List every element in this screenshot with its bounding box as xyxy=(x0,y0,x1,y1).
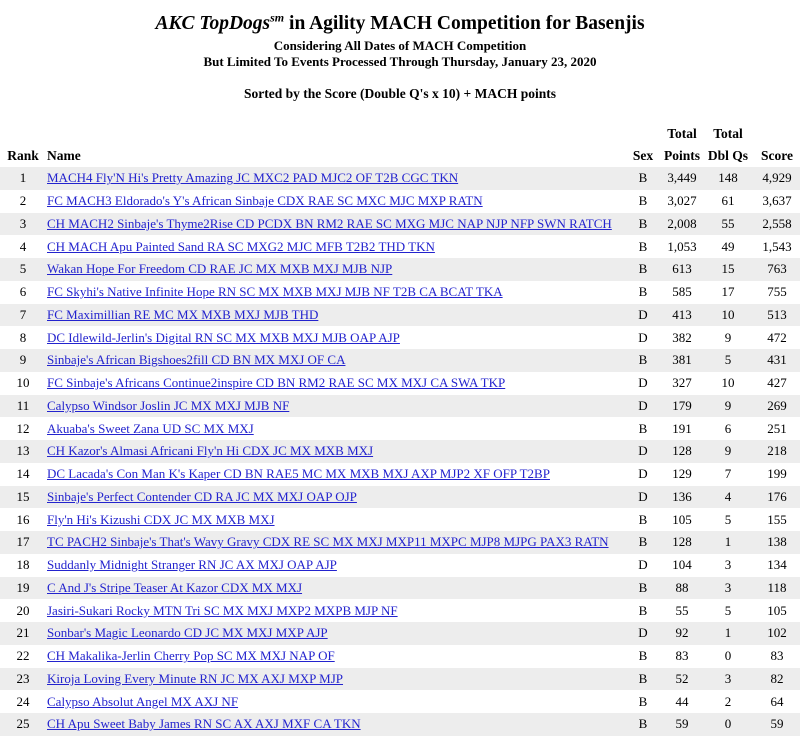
rank-cell: 22 xyxy=(16,648,30,664)
score-cell: 1,543 xyxy=(762,238,792,254)
rank-cell: 13 xyxy=(16,443,30,459)
dog-name-link[interactable]: Akuaba's Sweet Zana UD SC MX MXJ xyxy=(47,420,254,436)
score-cell: 3,637 xyxy=(762,193,792,209)
score-cell: 83 xyxy=(770,648,784,664)
table-row xyxy=(0,668,800,691)
name-cell xyxy=(46,372,624,395)
score-cell: 155 xyxy=(767,511,787,527)
table-row xyxy=(0,645,800,668)
total-dblqs-cell: 7 xyxy=(724,466,732,482)
sort-description: Sorted by the Score (Double Q's x 10) + MACH points xyxy=(244,86,556,101)
score-cell: 176 xyxy=(767,488,787,504)
rank-cell: 11 xyxy=(16,397,30,413)
total-points-cell: 44 xyxy=(675,693,689,709)
total-dblqs-cell: 10 xyxy=(721,306,735,322)
sex-cell: B xyxy=(638,238,648,254)
sex-cell: D xyxy=(638,625,648,641)
sex-cell: B xyxy=(638,284,648,300)
score-cell: 64 xyxy=(770,693,784,709)
table-row xyxy=(0,167,800,190)
rank-cell: 15 xyxy=(16,488,30,504)
name-cell xyxy=(46,668,624,691)
dog-name-link[interactable]: CH MACH Apu Painted Sand RA SC MXG2 MJC MFB T2B2 THD TKN xyxy=(47,238,435,254)
score-cell: 427 xyxy=(767,375,787,391)
col-header-points: Points xyxy=(663,148,700,163)
total-dblqs-cell: 5 xyxy=(724,511,732,527)
subtitle-line-1: Considering All Dates of MACH Competition xyxy=(273,38,527,53)
table-body xyxy=(0,167,800,736)
table-row xyxy=(0,213,800,236)
total-dblqs-cell: 9 xyxy=(724,329,732,345)
total-dblqs-cell: 9 xyxy=(724,397,732,413)
total-points-cell: 382 xyxy=(672,329,692,345)
total-dblqs-cell: 15 xyxy=(721,261,735,277)
score-cell: 138 xyxy=(767,534,787,550)
rank-cell: 19 xyxy=(16,579,30,595)
total-points-cell: 413 xyxy=(672,306,692,322)
col-header-rank: Rank xyxy=(7,148,39,163)
sex-cell: B xyxy=(638,534,648,550)
name-cell xyxy=(46,440,624,463)
sex-cell: B xyxy=(638,215,648,231)
rank-cell: 14 xyxy=(16,466,30,482)
name-cell xyxy=(46,190,624,213)
name-cell xyxy=(46,235,624,258)
table-row xyxy=(0,258,800,281)
table-row xyxy=(0,622,800,645)
total-dblqs-cell: 5 xyxy=(724,352,732,368)
table-row xyxy=(0,463,800,486)
total-points-cell: 327 xyxy=(672,375,692,391)
name-cell xyxy=(46,554,624,577)
score-cell: 59 xyxy=(770,716,784,732)
sex-cell: B xyxy=(638,420,648,436)
rankings-table xyxy=(0,122,800,736)
table-row xyxy=(0,531,800,554)
dog-name-link[interactable]: FC Skyhi's Native Infinite Hope RN SC MX MXB MXJ MJB NF T2B CA BCAT TKA xyxy=(47,284,503,300)
dog-name-link[interactable]: DC Idlewild-Jerlin's Digital RN SC MX MXB MXJ MJB OAP AJP xyxy=(47,329,400,345)
total-points-cell: 585 xyxy=(672,284,692,300)
rank-cell: 12 xyxy=(16,420,30,436)
dog-name-link[interactable]: C And J's Stripe Teaser At Kazor CDX MX MXJ xyxy=(47,579,303,595)
score-cell: 105 xyxy=(767,602,787,618)
sex-cell: D xyxy=(638,306,648,322)
score-cell: 199 xyxy=(767,466,787,482)
total-dblqs-cell: 3 xyxy=(724,670,732,686)
dog-name-link[interactable]: Calypso Windsor Joslin JC MX MXJ MJB NF xyxy=(47,397,290,413)
name-cell xyxy=(46,645,624,668)
dog-name-link[interactable]: Sinbaje's African Bigshoes2fill CD BN MX MXJ OF CA xyxy=(47,352,346,368)
total-dblqs-cell: 10 xyxy=(721,375,735,391)
total-dblqs-cell: 55 xyxy=(721,215,735,231)
dog-name-link[interactable]: Sinbaje's Perfect Contender CD RA JC MX MXJ OAP OJP xyxy=(47,488,357,504)
dog-name-link[interactable]: FC MACH3 Eldorado's Y's African Sinbaje CDX RAE SC MXC MJC MXP RATN xyxy=(47,193,483,209)
dog-name-link[interactable]: FC Maximillian RE MC MX MXB MXJ MJB THD xyxy=(47,306,319,322)
score-cell: 118 xyxy=(767,579,787,595)
rank-cell: 17 xyxy=(16,534,30,550)
table-row xyxy=(0,304,800,327)
col-header-total-dblqs-top: Total xyxy=(713,126,743,141)
rank-cell: 6 xyxy=(19,284,27,300)
name-cell xyxy=(46,349,624,372)
sex-cell: D xyxy=(638,443,648,459)
total-points-cell: 92 xyxy=(675,625,689,641)
rank-cell: 18 xyxy=(16,557,30,573)
score-cell: 82 xyxy=(770,670,784,686)
sex-cell: B xyxy=(638,648,648,664)
dog-name-link[interactable]: CH Apu Sweet Baby James RN SC AX AXJ MXF CA TKN xyxy=(47,716,361,732)
dog-name-link[interactable]: Calypso Absolut Angel MX AXJ NF xyxy=(47,693,239,709)
rank-cell: 20 xyxy=(16,602,30,618)
sex-cell: D xyxy=(638,488,648,504)
name-cell xyxy=(46,167,624,190)
dog-name-link[interactable]: Fly'n Hi's Kizushi CDX JC MX MXB MXJ xyxy=(47,511,275,527)
page-title xyxy=(0,0,800,35)
total-dblqs-cell: 61 xyxy=(721,193,735,209)
name-cell xyxy=(46,690,624,713)
score-cell: 102 xyxy=(767,625,787,641)
name-cell xyxy=(46,599,624,622)
sex-cell: B xyxy=(638,352,648,368)
table-row xyxy=(0,554,800,577)
total-points-cell: 1,053 xyxy=(667,238,697,254)
total-dblqs-cell: 3 xyxy=(724,557,732,573)
score-cell: 134 xyxy=(767,557,787,573)
score-cell: 755 xyxy=(767,284,787,300)
col-header-name: Name xyxy=(47,148,81,163)
total-points-cell: 179 xyxy=(672,397,692,413)
table-row xyxy=(0,599,800,622)
sex-cell: B xyxy=(638,670,648,686)
table-header xyxy=(0,122,800,167)
total-dblqs-cell: 4 xyxy=(724,488,732,504)
name-cell xyxy=(46,508,624,531)
servicemark-superscript: sm xyxy=(270,10,285,25)
dog-name-link[interactable]: Wakan Hope For Freedom CD RAE JC MX MXB MXJ MJB NJP xyxy=(47,261,393,277)
table-row xyxy=(0,190,800,213)
table-row xyxy=(0,372,800,395)
total-dblqs-cell: 6 xyxy=(724,420,732,436)
total-points-cell: 52 xyxy=(675,670,689,686)
table-row xyxy=(0,577,800,600)
name-cell xyxy=(46,281,624,304)
total-points-cell: 136 xyxy=(672,488,692,504)
total-dblqs-cell: 5 xyxy=(724,602,732,618)
total-points-cell: 613 xyxy=(672,261,692,277)
col-header-dblqs: Dbl Qs xyxy=(707,148,749,163)
name-cell xyxy=(46,531,624,554)
rank-cell: 24 xyxy=(16,693,30,709)
dog-name-link[interactable]: TC PACH2 Sinbaje's That's Wavy Gravy CDX RE SC MX MXJ MXP11 MXPC MJP8 MJPG PAX3 RATN xyxy=(47,534,609,550)
score-cell: 763 xyxy=(767,261,787,277)
name-cell xyxy=(46,486,624,509)
rank-cell: 1 xyxy=(19,170,27,186)
page-title-brand: AKC TopDogs xyxy=(155,13,271,34)
name-cell xyxy=(46,395,624,418)
rank-cell: 5 xyxy=(19,261,27,277)
name-cell xyxy=(46,713,624,736)
total-points-cell: 128 xyxy=(672,443,692,459)
total-points-cell: 55 xyxy=(675,602,689,618)
rank-cell: 3 xyxy=(19,215,27,231)
total-points-cell: 128 xyxy=(672,534,692,550)
rank-cell: 10 xyxy=(16,375,30,391)
total-dblqs-cell: 3 xyxy=(724,579,732,595)
name-cell xyxy=(46,463,624,486)
rank-cell: 21 xyxy=(16,625,30,641)
name-cell xyxy=(46,417,624,440)
table-row xyxy=(0,690,800,713)
table-row xyxy=(0,281,800,304)
rank-cell: 7 xyxy=(19,306,27,322)
sex-cell: B xyxy=(638,579,648,595)
table-row xyxy=(0,508,800,531)
total-points-cell: 88 xyxy=(675,579,689,595)
sex-cell: B xyxy=(638,716,648,732)
total-dblqs-cell: 0 xyxy=(724,648,732,664)
score-cell: 513 xyxy=(767,306,787,322)
col-header-score: Score xyxy=(761,148,793,163)
total-dblqs-cell: 148 xyxy=(718,170,738,186)
subtitle-line-2: But Limited To Events Processed Through Thursday, January 23, 2020 xyxy=(203,53,597,69)
name-cell xyxy=(46,258,624,281)
total-points-cell: 191 xyxy=(672,420,692,436)
name-cell xyxy=(46,304,624,327)
sex-cell: D xyxy=(638,557,648,573)
sex-cell: B xyxy=(638,261,648,277)
score-cell: 269 xyxy=(767,397,787,413)
total-points-cell: 3,027 xyxy=(667,193,697,209)
table-row xyxy=(0,326,800,349)
score-cell: 472 xyxy=(767,329,787,345)
dog-name-link[interactable]: FC Sinbaje's Africans Continue2inspire CD BN RM2 RAE SC MX MXJ CA SWA TKP xyxy=(47,375,506,391)
name-cell xyxy=(46,577,624,600)
total-points-cell: 129 xyxy=(672,466,692,482)
sex-cell: B xyxy=(638,511,648,527)
score-cell: 4,929 xyxy=(762,170,792,186)
name-cell xyxy=(46,213,624,236)
score-cell: 2,558 xyxy=(762,215,792,231)
dog-name-link[interactable]: Kiroja Loving Every Minute RN JC MX AXJ MXP MJP xyxy=(47,670,344,686)
dog-name-link[interactable]: Jasiri-Sukari Rocky MTN Tri SC MX MXJ MXP2 MXPB MJP NF xyxy=(47,602,398,618)
total-dblqs-cell: 1 xyxy=(724,625,732,641)
total-points-cell: 3,449 xyxy=(667,170,697,186)
sex-cell: D xyxy=(638,397,648,413)
dog-name-link[interactable]: CH MACH2 Sinbaje's Thyme2Rise CD PCDX BN RM2 RAE SC MXG MJC NAP NJP NFP SWN RATCH xyxy=(47,215,612,231)
table-row xyxy=(0,713,800,736)
sex-cell: D xyxy=(638,329,648,345)
total-dblqs-cell: 49 xyxy=(721,238,735,254)
table-row xyxy=(0,395,800,418)
rank-cell: 9 xyxy=(19,352,27,368)
name-cell xyxy=(46,326,624,349)
total-points-cell: 2,008 xyxy=(667,215,697,231)
total-dblqs-cell: 1 xyxy=(724,534,732,550)
total-dblqs-cell: 9 xyxy=(724,443,732,459)
rank-cell: 23 xyxy=(16,670,30,686)
total-dblqs-cell: 2 xyxy=(724,693,732,709)
sex-cell: D xyxy=(638,375,648,391)
table-row xyxy=(0,235,800,258)
rank-cell: 2 xyxy=(19,193,27,209)
dog-name-link[interactable]: CH Makalika-Jerlin Cherry Pop SC MX MXJ NAP OF xyxy=(47,648,335,664)
total-points-cell: 59 xyxy=(675,716,689,732)
sex-cell: B xyxy=(638,193,648,209)
dog-name-link[interactable]: Suddanly Midnight Stranger RN JC AX MXJ OAP AJP xyxy=(47,557,337,573)
total-points-cell: 381 xyxy=(672,352,692,368)
total-points-cell: 104 xyxy=(672,557,692,573)
total-points-cell: 105 xyxy=(672,511,692,527)
table-row xyxy=(0,349,800,372)
total-dblqs-cell: 17 xyxy=(721,284,735,300)
dog-name-link[interactable]: CH Kazor's Almasi Africani Fly'n Hi CDX JC MX MXB MXJ xyxy=(47,443,374,459)
sex-cell: B xyxy=(638,693,648,709)
sex-cell: B xyxy=(638,602,648,618)
sex-cell: B xyxy=(638,170,648,186)
score-cell: 218 xyxy=(767,443,787,459)
rank-cell: 16 xyxy=(16,511,30,527)
dog-name-link[interactable]: Sonbar's Magic Leonardo CD JC MX MXJ MXP AJP xyxy=(47,625,328,641)
name-cell xyxy=(46,622,624,645)
score-cell: 431 xyxy=(767,352,787,368)
total-points-cell: 83 xyxy=(675,648,689,664)
total-dblqs-cell: 0 xyxy=(724,716,732,732)
score-cell: 251 xyxy=(767,420,787,436)
dog-name-link[interactable]: MACH4 Fly'N Hi's Pretty Amazing JC MXC2 PAD MJC2 OF T2B CGC TKN xyxy=(47,170,459,186)
rank-cell: 4 xyxy=(19,238,27,254)
col-header-total-points-top: Total xyxy=(667,126,697,141)
rank-cell: 8 xyxy=(19,329,27,345)
dog-name-link[interactable]: DC Lacada's Con Man K's Kaper CD BN RAE5 MC MX MXB MXJ AXP MJP2 XF OFP T2BP xyxy=(47,466,550,482)
table-row xyxy=(0,440,800,463)
rank-cell: 25 xyxy=(16,716,30,732)
sex-cell: D xyxy=(638,466,648,482)
page-title-rest: in Agility MACH Competition for Basenjis xyxy=(284,13,645,34)
table-row xyxy=(0,417,800,440)
col-header-sex: Sex xyxy=(632,148,654,163)
table-row xyxy=(0,486,800,509)
